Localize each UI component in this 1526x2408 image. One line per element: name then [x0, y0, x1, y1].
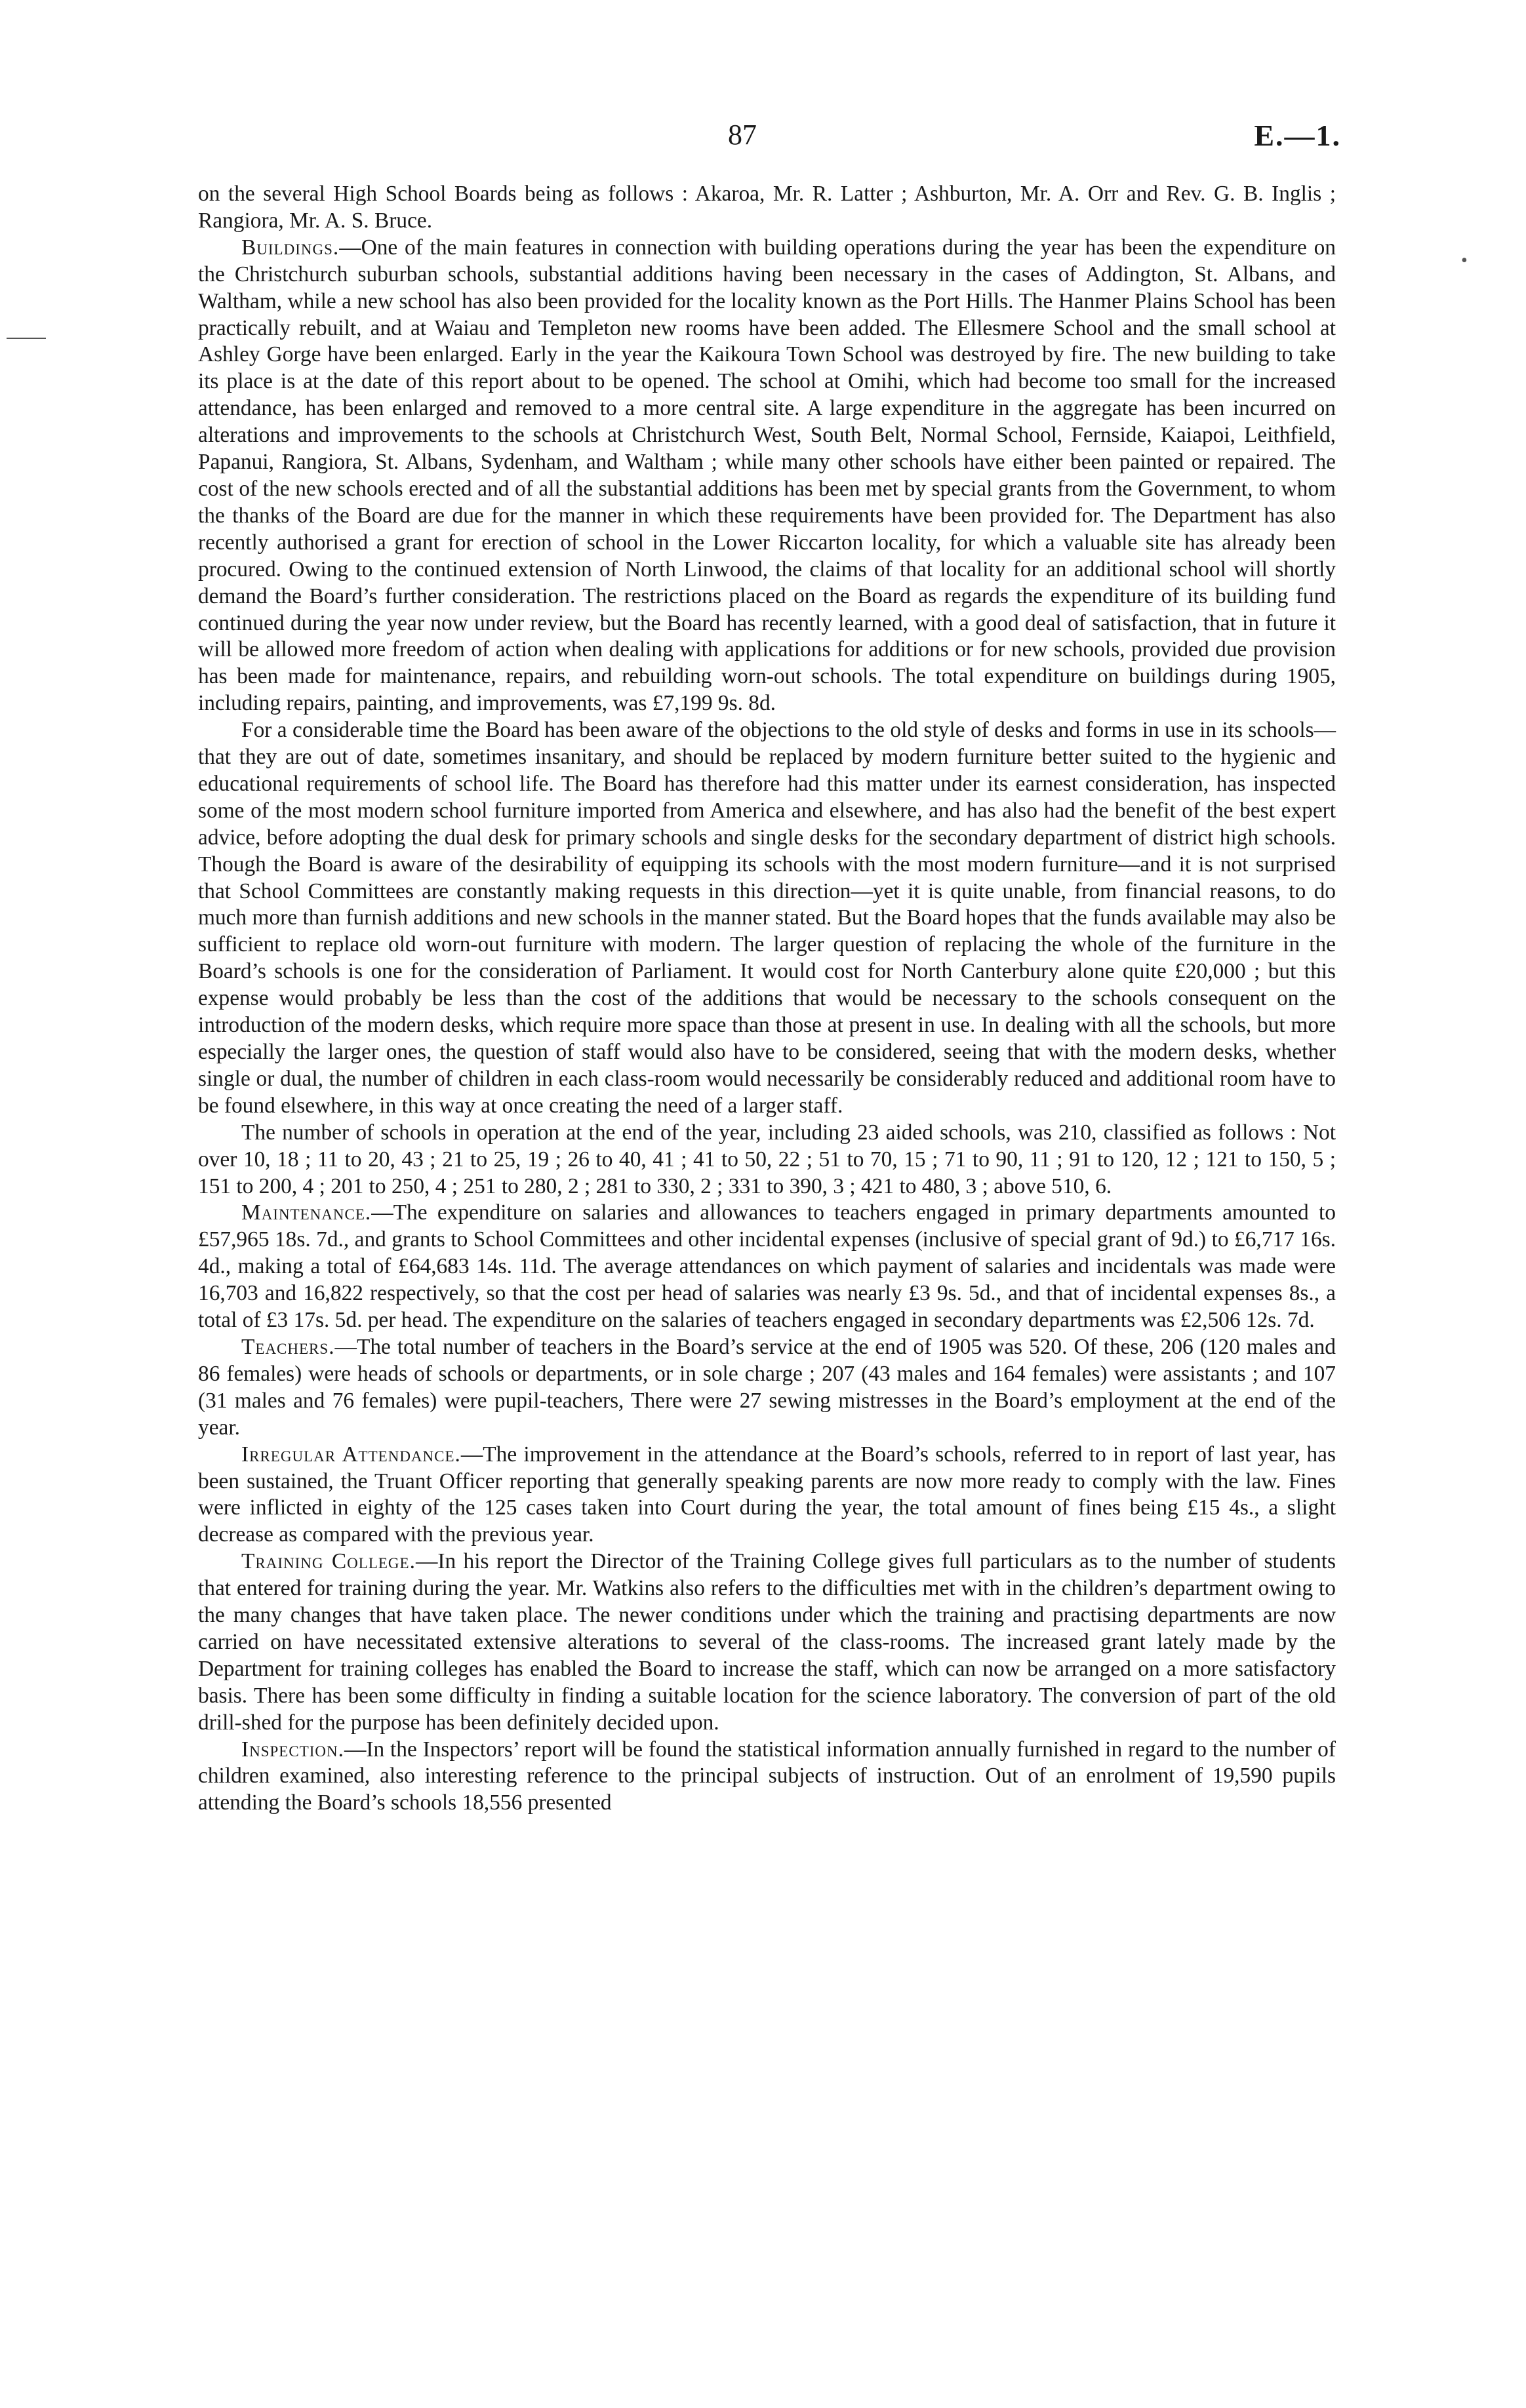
paragraph-heading: Training College. [241, 1549, 416, 1574]
paragraph-heading: Irregular Attendance. [241, 1442, 461, 1467]
paragraph-text: For a considerable time the Board has been aware of the objections to the old style of desks and forms in use in its schools—that they are out of date, sometimes insanitary, and should be replaced by modern furniture better suited to the hygienic and educational requirements of school life. The Board has therefore had this matter under its earnest consideration, has inspected some of the most modern school furniture imported from America and elsewhere, and has also had the benefit of the best expert advice, before adopting the dual desk for primary schools and single desks for the secondary department of district high schools. Though the Board is aware of the desirability of equipping its schools with the most modern furniture—and it is not surprised that School Committees are constantly making requests in this direction—yet it is quite unable, from financial reasons, to do much more than furnish additions and new schools in the manner stated. But the Board hopes that the funds available may also be sufficient to replace old worn-out furniture with modern. The larger question of replacing the whole of the furniture in the Board’s schools is one for the consideration of Parliament. It would cost for North Canterbury alone quite £20,000 ; but this expense would probably be less than the cost of the additions that would be necessary to the schools consequent on the introduction of the modern desks, which require more space than those at present in use. In dealing with all the schools, but more especially the larger ones, the question of staff would also have to be considered, seeing that with the modern desks, whether single or dual, the number of children in each class-room would necessarily be considerably reduced and additional room have to be found elsewhere, in this way at once creating the need of a larger staff. [198, 718, 1336, 1118]
paragraph-furniture [198, 717, 1336, 1120]
paragraph-text: —In his report the Director of the Training College gives full particulars as to the number of students that entered for training during the year. Mr. Watkins also refers to the difficulties met with in the children’s department owing to the many changes that have taken place. The newer conditions under which the training and practising departments are now carried on have necessitated extensive alterations to several of the class-rooms. The increased grant lately made by the Department for training colleges has enabled the Board to increase the staff, which can now be arranged on a more satisfactory basis. There has been some difficulty in finding a suitable location for the science laboratory. The conversion of part of the old drill-shed for the purpose has been definitely decided upon. [198, 1549, 1336, 1735]
document-reference: E.—1. [1254, 119, 1341, 152]
margin-speck: • [1461, 250, 1468, 271]
margin-rule [7, 338, 46, 339]
paragraph-schools-classified [198, 1120, 1336, 1200]
paragraph-heading: Buildings. [241, 235, 340, 260]
paragraph-high-school-boards [198, 181, 1336, 235]
paragraph-text: —One of the main features in connection with building operations during the year has been the expenditure on the Christchurch suburban schools, substantial additions having been necessary in the cases of Addington, St. Albans, and Waltham, while a new school has also been provided for the locality known as the Port Hills. The Hanmer Plains School has been practically rebuilt, and at Waiau and Templeton new rooms have been added. The Ellesmere School and the small school at Ashley Gorge have been enlarged. Early in the year the Kaikoura Town School was destroyed by fire. The new building to take its place is at the date of this report about to be opened. The school at Omihi, which had become too small for the increased attendance, has been enlarged and removed to a more central site. A large expenditure in the aggregate has been incurred on alterations and improvements to the schools at Christchurch West, South Belt, Normal School, Fernside, Kaiapoi, Leithfield, Papanui, Rangiora, St. Albans, Sydenham, and Waltham ; while many other schools have either been painted or repaired. The cost of the new schools erected and of all the substantial additions has been met by special grants from the Government, to whom the thanks of the Board are due for the manner in which these requirements have been provided for. The Department has also recently authorised a grant for erection of school in the Lower Riccarton locality, for which a valuable site has already been procured. Owing to the continued extension of North Linwood, the claims of that locality for an additional school will shortly demand the Board’s further consideration. The restrictions placed on the Board as regards the expenditure of its building fund continued during the year now under review, but the Board has recently learned, with a good deal of satisfaction, that in future it will be allowed more freedom of action when dealing with applications for additions or for new schools, provided due provision has been made for maintenance, repairs, and rebuilding worn-out schools. The total expenditure on buildings during 1905, including repairs, painting, and improvements, was £7,199 9s. 8d. [198, 235, 1336, 716]
paragraph-buildings [198, 235, 1336, 717]
paragraph-heading: Inspection. [241, 1737, 344, 1762]
article-body [198, 181, 1336, 1817]
paragraph-text: The number of schools in operation at the end of the year, including 23 aided schools, was 210, classified as follows : Not over 10, 18 ; 11 to 20, 43 ; 21 to 25, 19 ; 26 to 40, 41 ; 41 to 50, 22 ; 51 to 70, 15 ; 71 to 90, 11 ; 91 to 120, 12 ; 121 to 150, 5 ; 151 to 200, 4 ; 201 to 250, 4 ; 251 to 280, 2 ; 281 to 330, 2 ; 331 to 390, 3 ; 421 to 480, 3 ; above 510, 6. [198, 1120, 1336, 1198]
paragraph-text: on the several High School Boards being as follows : Akaroa, Mr. R. Latter ; Ashburton, Mr. A. Orr and Rev. G. B. Inglis ; Rangiora, Mr. A. S. Bruce. [198, 182, 1336, 233]
paragraph-irregular-attendance [198, 1442, 1336, 1549]
paragraph-text: —In the Inspectors’ report will be found the statistical information annually furnished in regard to the number of children examined, also interesting reference to the principal subjects of instruction. Out of an enrolment of 19,590 pupils attending the Board’s schools 18,556 presented [198, 1737, 1336, 1815]
paragraph-heading: Teachers. [241, 1334, 335, 1359]
paragraph-teachers [198, 1334, 1336, 1442]
paragraph-text: —The total number of teachers in the Board’s service at the end of 1905 was 520. Of these, 206 (120 males and 86 females) were heads of schools or departments, or in sole charge ; 207 (43 males and 164 females) were assistants ; and 107 (31 males and 76 females) were pupil-teachers, There were 27 sewing mistresses in the Board’s employment at the end of the year. [198, 1334, 1336, 1440]
page-number: 87 [728, 119, 757, 151]
paragraph-training-college [198, 1549, 1336, 1736]
paragraph-maintenance [198, 1200, 1336, 1334]
paragraph-heading: Maintenance. [241, 1200, 372, 1225]
paragraph-text: —The improvement in the attendance at the Board’s schools, referred to in report of last year, has been sustained, the Truant Officer reporting that generally speaking parents are now more ready to comply with the law. Fines were inflicted in eighty of the 125 cases taken into Court during the year, the total amount of fines being £15 4s., a slight decrease as compared with the previous year. [198, 1442, 1336, 1547]
paragraph-inspection [198, 1737, 1336, 1817]
paragraph-text: —The expenditure on salaries and allowances to teachers engaged in primary departments amounted to £57,965 18s. 7d., and grants to School Committees and other incidental expenses (inclusive of special grant of 9d.) to £6,717 16s. 4d., making a total of £64,683 14s. 11d. The average attendances on which payment of salaries and incidentals was made were 16,703 and 16,822 respectively, so that the cost per head of salaries was nearly £3 9s. 5d., and that of incidental expenses 8s., a total of £3 17s. 5d. per head. The expenditure on the salaries of teachers engaged in secondary departments was £2,506 12s. 7d. [198, 1200, 1336, 1333]
page-header [0, 118, 1526, 164]
